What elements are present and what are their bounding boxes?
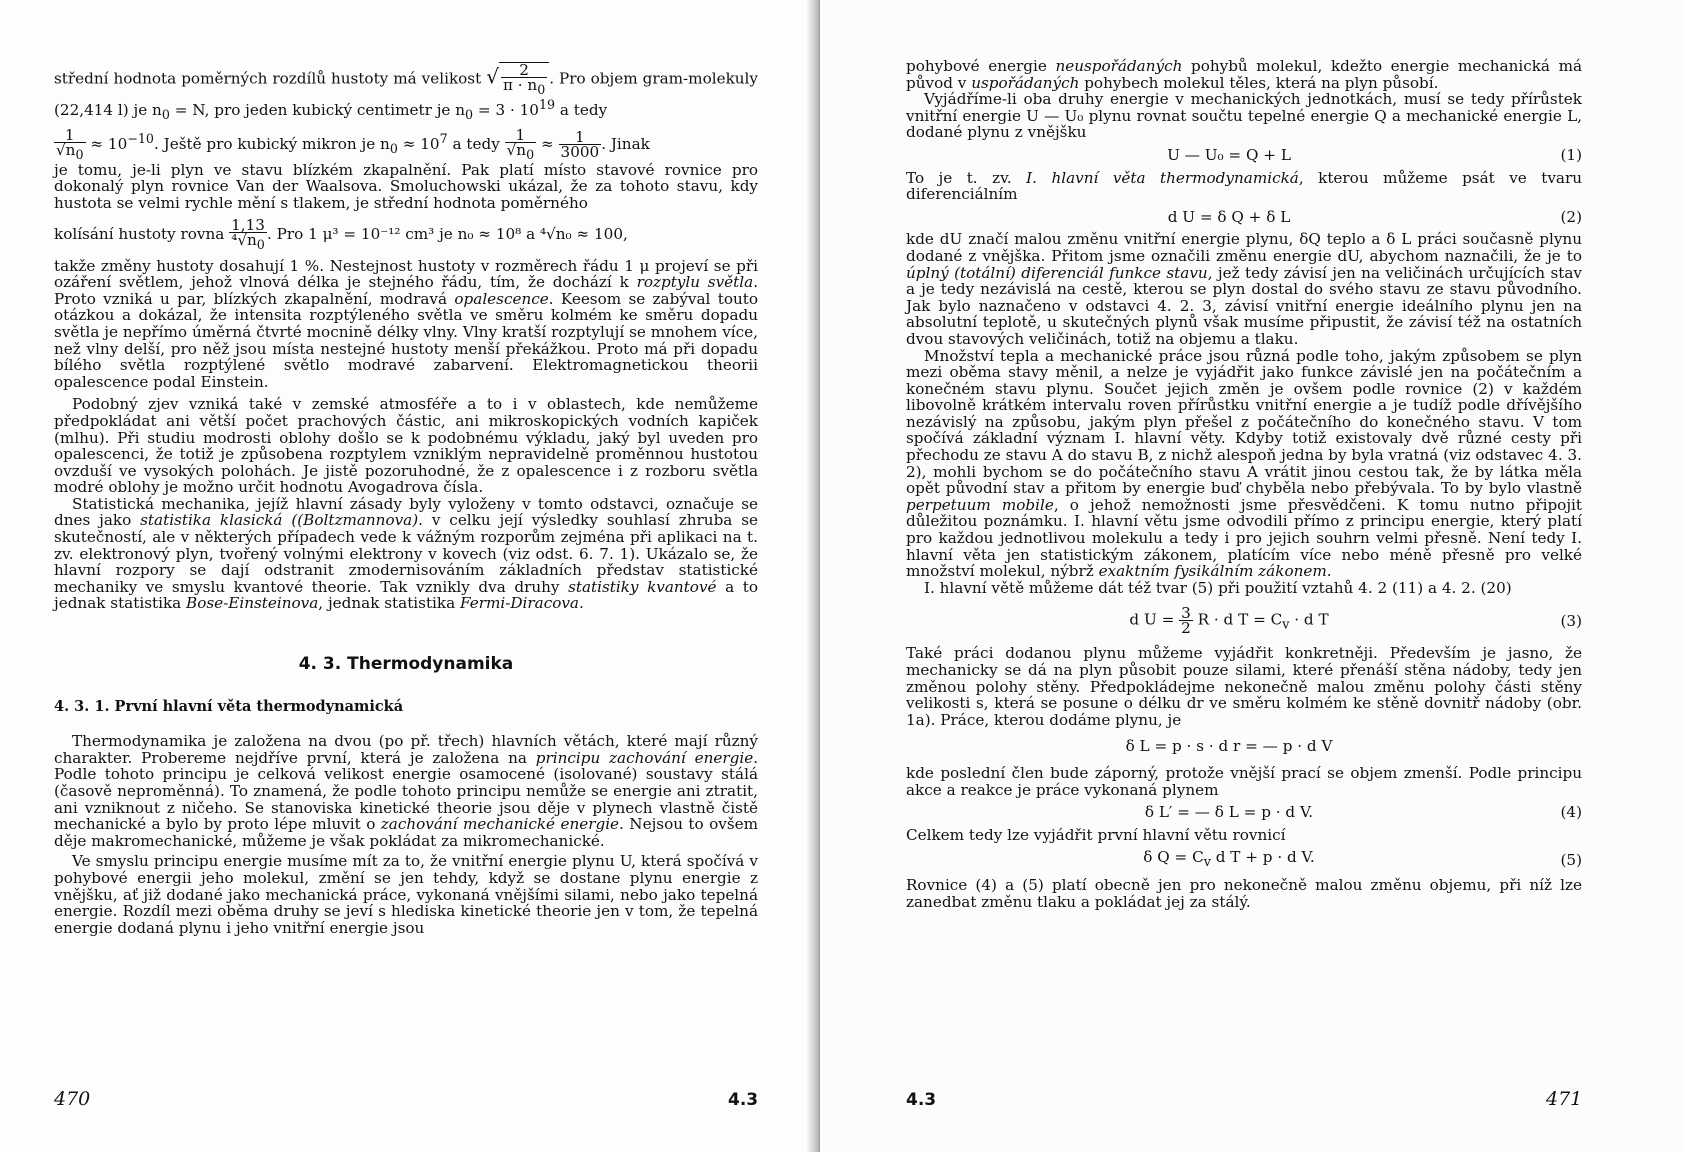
right-para-5: Množství tepla a mechanické práce jsou různá podle toho, jakým způsobem se plyn mezi oběma stavy měnil, a nelze je vyjádřit jako funkce závislé jen na počátečním a konečném stavu plynu. Součet jejich změn je ovšem podle rovnice (2) v každém libovolně krátkém intervalu roven přírůstku vnitřní energie a je tudíž podle dřívějšího nezávislý na způsobu, jakým plyn přešel z počátečního do konečného stavu. V tom spočívá základní význam I. hlavní věty. Kdyby totiž existovaly dvě různé cesty při přechodu ze stavu A do stavu B, z nichž alespoň jedna by byla vratná (viz odstavec 4. 3. 2), mohli bychom se do počátečního stavu A vrátit jinou cestou tak, že by látka měla opět původní stav a přitom by energie buď chyběla nebo přebývala. To by bylo vlastně perpetuum mobile, o jehož nemožnosti jsme přesvědčeni. K tomu nutno připojit důležitou poznámku. I. hlavní větu jsme odvodili přímo z principu energie, který platí pro každou jednotlivou molekulu a tedy i pro jejich souhrn velmi přesně. Není tedy I. hlavní věta jen statistickým zákonem, platícím více nebo méně přesně pro velké množství molekul, nýbrž exaktním fysikálním zákonem.	[906, 346, 1582, 581]
left-para-9: Ve smyslu principu energie musíme mít za to, že vnitřní energie plynu U, která spočívá v pohybové energii jeho molekul, změní se jen tehdy, když se dostane plynu energie z vnějšku, ať již dodané jako mechanická práce, vykonaná vnějšími silami, nebo jako tepelná energie. Rozdíl mezi oběma druhy se jeví s hlediska kinetické theorie jen v tom, že tepelná energie dodaná plynu i jeho vnitřní energie jsou	[54, 852, 758, 937]
right-para-6: I. hlavní větě můžeme dát též tvar (5) při použití vztahů 4. 2 (11) a 4. 2. (20)	[924, 578, 1512, 597]
left-para-3: je tomu, je-li plyn ve stavu blízkém zkapalnění. Pak platí místo stavové rovnice pro dokonalý plyn rovnice Van der Waalsova. Smoluchowski ukázal, že za tohoto stavu, kdy hustota se velmi rychle mění s tlakem, je střední hodnota poměrného	[54, 160, 758, 212]
left-page	[0, 0, 820, 1152]
running-head-left: 4.3	[728, 1090, 759, 1110]
right-para-2: Vyjádříme-li oba druhy energie v mechanických jednotkách, musí se tedy přírůstek vnitřní energie U — U₀ plynu rovnat součtu tepelné energie Q a mechanické energie L, dodané plynu z vnějšku	[906, 90, 1582, 142]
left-para-5: takže změny hustoty dosahují 1 %. Nestejnost hustoty v rozměrech řádu 1 μ projeví se při ozáření světlem, jehož vlnová délka je stejného řádu, tím, že dochází k rozptylu světla. Proto vzniká u par, blízkých zkapalnění, modravá opalescence. Keesom se zabýval touto otázkou a dokázal, že intensita rozptýleného světla ve směru kolmém ke směru dopadu světla je nepřímo úměrná čtvrté mocnině délky vlny. Vlny kratší rozptylují se mnohem více, než vlny delší, pro něž jsou místa nestejné hustoty menší překážkou. Proto má při dopadu bílého světla rozptýlené světlo modravé zabarvení. Elektromagnetickou theorii opalescence podal Einstein.	[54, 256, 759, 391]
right-para-7: Také práci dodanou plynu můžeme vyjádřit konkretněji. Především je jasno, že mechanicky se dá na plyn působit pouze silami, které přenáší stěna nádoby, tedy jen změnou polohy stěny. Předpokládejme nekonečně malou změnu polohy části stěny velikosti s, která se posune o délku dr ve směru kolmém ke stěně dovnitř nádoby (obr. 1a). Práce, kterou dodáme plynu, je	[906, 644, 1582, 729]
page-number-left: 470	[54, 1088, 91, 1110]
left-page-text	[54, 62, 758, 936]
subsection-title: 4. 3. 1. První hlavní věta thermodynamická	[54, 697, 404, 715]
left-para-8: Thermodynamika je založena na dvou (po př. třech) hlavních větách, které mají různý charakter. Probereme nejdříve první, která je založena na principu zachování energie. Podle tohoto principu je celková velikost energie osamocené (isolované) soustavy stálá (časově neproměnná). To znamená, že podle tohoto principu nemůže se energie ani ztratit, ani vzniknout z ničeho. Se stanoviska kinetické theorie jsou děje v plynech vlastně čistě mechanické a bylo by proto lépe mluvit o zachování mechanické energie. Nejsou to ovšem děje makromechanické, můžeme je však pokládat za mikromechanické.	[54, 732, 759, 850]
running-head-right: 4.3	[906, 1090, 937, 1110]
left-para-6: Podobný zjev vzniká také v zemské atmosféře a to i v oblastech, kde nemůžeme předpokládat ani větší počet prachových částic, ani mikroskopických vodních kapiček (mlhu). Při studiu modrosti oblohy došlo se k podobnému výkladu, jaký byl uveden pro opalescenci, že totiž je způsobena rozptylem vzniklým nepravidelně proměnnou hustotou ovzduší ve vysokých polohách. Je jistě pozoruhodné, že z opalescence i z rozboru světla modré oblohy je možno určit hodnotu Avogadrova čísla.	[54, 395, 758, 497]
equation-3: d U = $\frac{3}{2}$ R · d $T = C_v \cdot d$ T (3)	[1129, 604, 1582, 638]
left-para-1: střední hodnota poměrných rozdílů hustoty má velikost √ $\frac{2}{\pi \cdot n_0}$ . Pro objem gram-molekuly (22,414 l) je $n_0 = N$, pro jeden kubický centimetr je $n_0 = 3 \cdot 10^{19}$ a tedy	[54, 61, 758, 123]
right-para-8: kde poslední člen bude záporný, protože vnější prací se objem zmenší. Podle principu akce a reakce je práce vykonaná plynem	[906, 763, 1582, 799]
right-para-4: kde dU značí malou změnu vnitřní energie plynu, δQ teplo a δ L práci současně plynu dodané z vnějška. Přitom jsme označili změnu energie dU, abychom naznačili, že je to úplný (totální) diferenciál funkce stavu, jež tedy závisí jen na veličinách určujících stav a je tedy nezávislá na cestě, kterou se plyn dostal do svého stavu ze stavu původního. Jak bylo naznačeno v odstavci 4. 2. 3, závisí vnitřní energie ideálního plynu jen na absolutní teplotě, u skutečných plynů však musíme připustit, že závisí též na ostatních dvou stavových veličinách, totiž na objemu a tlaku.	[906, 230, 1582, 348]
left-para-4: kolísání hustoty rovna $\frac{1,13}{^4√n_0}$ . Pro 1 μ³ = 10⁻¹² cm³ je n₀ ≈ 10⁸ a ⁴√n₀ ≈ 100,	[54, 215, 628, 252]
right-para-9: Celkem tedy lze vyjádřit první hlavní větu rovnicí	[906, 825, 1286, 844]
right-para-1: pohybové energie neuspořádaných pohybů molekul, kdežto energie mechanická má původ v uspořádaných pohybech molekul těles, která na plyn působí.	[906, 57, 1583, 92]
right-para-10: Rovnice (4) a (5) platí obecně jen pro nekonečně malou změnu objemu, při níž lze zanedbat změnu tlaku a pokládat jej za stálý.	[906, 875, 1582, 911]
equation-5: δ $Q = C_v$ d T + p · d V. (5)	[1143, 848, 1582, 870]
page-number-right: 471	[1546, 1088, 1583, 1110]
equation-work: δ L = p · s · d r = — p · d V	[1125, 737, 1333, 756]
equation-4: δ L′ = — δ L = p · d V. (4)	[1144, 803, 1582, 822]
sqrt-fraction: $\frac{2}{\pi \cdot n_0}$	[499, 62, 549, 97]
right-page-text	[906, 58, 1582, 910]
equation-2: d U = δ Q + δ L (2)	[1167, 207, 1582, 226]
section-title: 4. 3. Thermodynamika	[298, 654, 514, 675]
right-page	[820, 0, 1683, 1152]
right-para-3: To je t. zv. I. hlavní věta thermodynamická, kterou můžeme psát ve tvaru diferenciálním	[906, 168, 1583, 204]
equation-1: U — U₀ = Q + L (1)	[1167, 145, 1582, 164]
left-para-2: $\frac{1}{√n_0}$ ≈ $10^{-10}$. Ještě pro kubický mikron je $n_0 \approx 10^7$ a tedy $\frac{1}{√n_0}$ ≈ $\frac{1}{3000}$ . Jinak	[56, 125, 650, 162]
left-para-7: Statistická mechanika, jejíž hlavní zásady byly vyloženy v tomto odstavci, označuje se dnes jako statistika klasická ((Boltzmannova). v celku její výsledky souhlasí zhruba se skutečností, ale v některých případech vede k vážným rozporům zejména při aplikaci na t. zv. elektronový plyn, tvořený volnými elektrony v kovech (viz odst. 6. 7. 1). Ukázalo se, že hlavní rozpory se dají odstranit zmodernisováním základních představ statistické mechaniky ve smyslu kvantové theorie. Tak vznikly dva druhy statistiky kvantové a to jednak statistika Bose-Einsteinova, jednak statistika Fermi-Diracova.	[54, 494, 758, 613]
